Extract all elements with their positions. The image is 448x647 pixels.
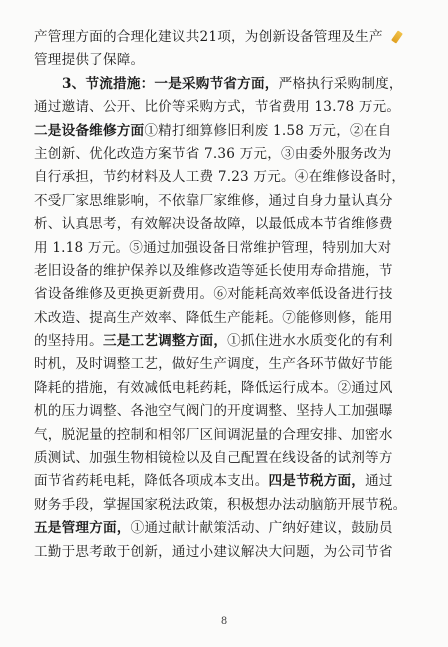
bold-heading-segment: 3、节流措施： xyxy=(62,75,155,92)
text-line xyxy=(34,307,426,330)
text-segment: ①精打细算修旧利废 1.58 万元，②在自 xyxy=(144,122,392,139)
text-segment: 的坚持用。 xyxy=(34,333,103,350)
text-line xyxy=(34,400,426,423)
text-line xyxy=(34,283,426,306)
text-line xyxy=(34,73,426,96)
text-segment: ①通过献计献策活动、广纳好建议，鼓励员 xyxy=(130,520,393,537)
text-segment: 通过邀请、公开、比价等采购方式，节省费用 13.78 万元。 xyxy=(34,99,401,116)
text-segment: 机的压力调整、各池空气阀门的开度调整、坚持人工加强曝 xyxy=(34,403,393,420)
text-line xyxy=(34,166,426,189)
text-line xyxy=(34,517,426,540)
text-line xyxy=(34,49,426,72)
text-segment: 管理提供了保障。 xyxy=(34,52,145,69)
text-line xyxy=(34,213,426,236)
text-segment: 产管理方面的合理化建议共21项，为创新设备管理及生产 xyxy=(34,29,383,45)
text-segment: 省设备维修及更换更新费用。⑥对能耗高效率低设备进行技 xyxy=(34,286,393,303)
text-segment: 气，脱泥量的控制和相邻厂区间调泥量的合理安排、加密水 xyxy=(34,426,393,443)
bold-heading-segment: 四是节税方面， xyxy=(268,473,366,490)
text-line xyxy=(34,353,426,376)
text-segment: 时机，及时调整工艺，做好生产调度，生产各环节做好节能 xyxy=(34,356,393,373)
text-segment: 工勤于思考敢于创新，通过小建议解决大问题，为公司节省 xyxy=(34,543,393,560)
text-segment: 不受厂家思维影响，不依靠厂家维修，通过自身力量认真分 xyxy=(34,192,393,209)
page-number: 8 xyxy=(220,616,228,627)
text-segment: 通过 xyxy=(365,473,393,490)
text-line xyxy=(34,541,426,564)
text-segment: 用 1.18 万元。⑤通过加强设备日常维护管理，特别加大对 xyxy=(34,239,392,256)
text-segment: 老旧设备的维护保养以及维修改造等延长使用寿命措施，节 xyxy=(34,262,393,279)
text-line xyxy=(34,494,426,517)
text-segment: 自行承担，节约材料及人工费 7.23 万元。④在维修设备时， xyxy=(34,169,406,186)
text-segment: 面节省药耗电耗，降低各项成本支出。 xyxy=(34,473,269,490)
text-segment: 术改造、提高生产效率、降低生产能耗。⑦能修则修，能用 xyxy=(34,309,393,326)
text-line xyxy=(34,447,426,470)
bold-heading-segment: 三是工艺调整方面， xyxy=(102,333,228,350)
text-line xyxy=(34,26,426,49)
text-segment: 析、认真思考，有效解决设备故障，以最低成本节省维修费 xyxy=(34,216,393,233)
text-line xyxy=(34,237,426,260)
bold-heading-segment: 二是设备维修方面 xyxy=(34,122,145,139)
text-line xyxy=(34,96,426,119)
text-line xyxy=(34,190,426,213)
body-text xyxy=(34,26,426,564)
text-line xyxy=(34,377,426,400)
text-line xyxy=(34,470,426,493)
text-line xyxy=(34,143,426,166)
text-line xyxy=(34,120,426,143)
text-segment: 财务手段，掌握国家税法政策，积极想办法动脑筋开展节税。 xyxy=(34,496,407,513)
text-segment: ①抓住进水水质变化的有利 xyxy=(227,333,393,350)
text-line xyxy=(34,330,426,353)
bold-heading-segment: 五是管理方面， xyxy=(34,520,131,537)
bold-heading-segment: 一是采购节省方面， xyxy=(154,75,279,92)
text-segment: 降耗的措施，有效减低电耗药耗，降低运行成本。②通过风 xyxy=(34,379,393,396)
text-segment: 主创新、优化改造方案节省 7.36 万元，③由委外服务改为 xyxy=(34,145,392,162)
text-line xyxy=(34,424,426,447)
text-segment: 严格执行采购制度， xyxy=(278,75,403,92)
text-line xyxy=(34,260,426,283)
text-segment: 质测试、加强生物相镜检以及自己配置在线设备的试剂等方 xyxy=(34,450,393,467)
